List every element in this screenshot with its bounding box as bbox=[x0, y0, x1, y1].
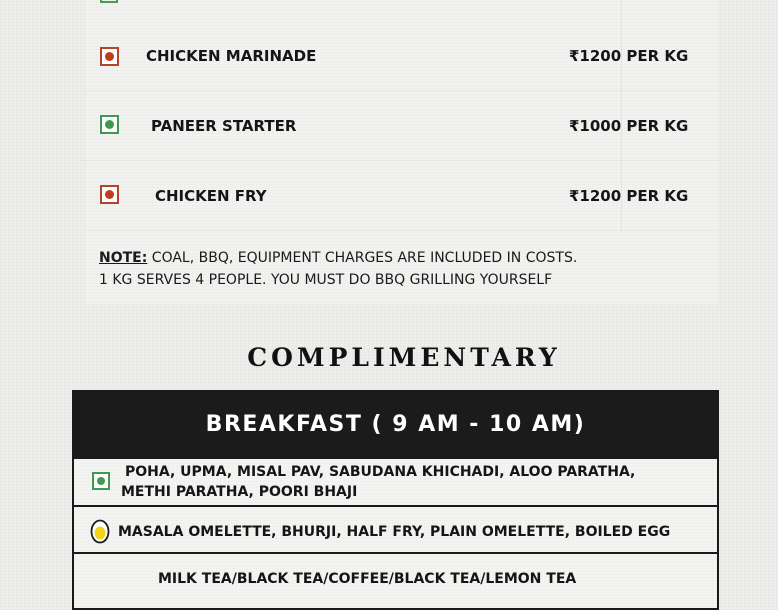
non-veg-icon bbox=[100, 47, 119, 66]
menu-item-price: ₹1200 PER KG bbox=[569, 47, 689, 65]
row-separator bbox=[86, 90, 718, 91]
egg-icon bbox=[90, 518, 110, 544]
breakfast-row-line: POHA, UPMA, MISAL PAV, SABUDANA KHICHADI, ALOO PARATHA, bbox=[125, 464, 636, 480]
note-line-2: 1 KG SERVES 4 PEOPLE. YOU MUST DO BBQ GRILLING YOURSELF bbox=[99, 272, 553, 288]
section-title: COMPLIMENTARY bbox=[247, 343, 561, 372]
menu-item-price: ₹1200 PER KG bbox=[569, 187, 689, 205]
row-separator bbox=[86, 160, 718, 161]
menu-item-name: PANEER STARTER bbox=[151, 117, 297, 135]
bbq-note bbox=[99, 247, 699, 291]
breakfast-header: BREAKFAST ( 9 AM - 10 AM) bbox=[205, 412, 586, 437]
breakfast-row-line: MILK TEA/BLACK TEA/COFFEE/BLACK TEA/LEMON TEA bbox=[158, 571, 577, 587]
row-divider bbox=[74, 505, 717, 507]
non-veg-icon bbox=[100, 185, 119, 204]
veg-icon bbox=[100, 115, 119, 134]
table-header bbox=[74, 392, 717, 459]
note-line-1: COAL, BBQ, EQUIPMENT CHARGES ARE INCLUDED IN COSTS. bbox=[147, 250, 578, 266]
menu-item-name: CHICKEN FRY bbox=[155, 187, 267, 205]
menu-item-name: CHICKEN MARINADE bbox=[146, 47, 317, 65]
breakfast-row-line: METHI PARATHA, POORI BHAJI bbox=[121, 484, 358, 500]
row-separator bbox=[86, 230, 718, 231]
breakfast-table bbox=[72, 390, 719, 610]
row-divider bbox=[74, 552, 717, 554]
veg-icon bbox=[92, 472, 110, 490]
note-label: NOTE: bbox=[99, 250, 148, 266]
menu-item-price: ₹1000 PER KG bbox=[569, 117, 689, 135]
breakfast-row-line: MASALA OMELETTE, BHURJI, HALF FRY, PLAIN OMELETTE, BOILED EGG bbox=[118, 524, 671, 540]
veg-icon bbox=[100, 0, 118, 3]
